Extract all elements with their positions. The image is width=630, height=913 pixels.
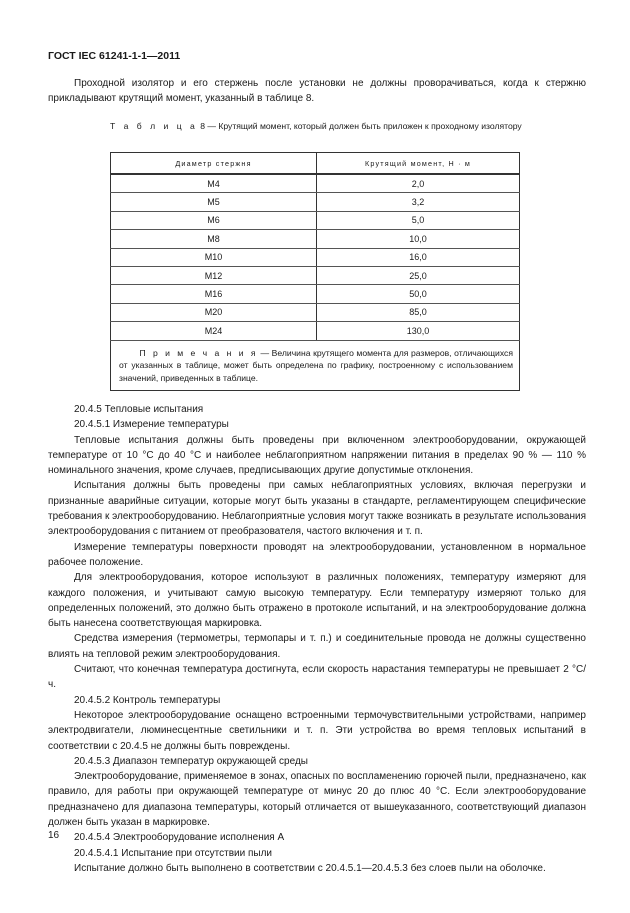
cell-diameter: М4 [111,174,317,193]
cell-torque: 25,0 [317,266,520,284]
table-note [111,340,520,391]
table-row [111,193,520,211]
paragraph: Испытания должны быть проведены при самых неблагоприятных условиях, включая перегрузки и признанные аварийные ситуации, которые могут быть указаны в стандарте, регламентирующем специфические требования к электрооборудованию. Неблагоприятные условия могут также возникать в результате использования электрооборудования с питанием от преобразователя, частого включения и т. п. [48,480,586,538]
cell-diameter: М10 [111,248,317,266]
paragraph: Средства измерения (термометры, термопары и т. п.) и соединительные провода не должны существенно влиять на тепловой режим электрооборудования. [48,633,586,660]
table-caption [110,120,522,133]
cell-torque: 50,0 [317,285,520,303]
cell-diameter: М24 [111,322,317,340]
cell-torque: 5,0 [317,211,520,229]
cell-torque: 10,0 [317,230,520,248]
section-heading: 20.4.5.3 Диапазон температур окружающей среды [74,755,308,767]
table-row [111,248,520,266]
page-number: 16 [48,830,60,841]
cell-diameter: М6 [111,211,317,229]
table-row [111,230,520,248]
cell-diameter: М5 [111,193,317,211]
section-heading: 20.4.5.2 Контроль температуры [74,694,221,706]
table-row [111,211,520,229]
cell-torque: 130,0 [317,322,520,340]
cell-torque: 2,0 [317,174,520,193]
paragraph: Электрооборудование, применяемое в зонах, опасных по воспламенению горючей пыли, предназначено, как правило, для работы при окружающей температуре от минус 20 до плюс 40 °С. Если электрооборудование предназначено для диапазона температуры, который отличается от вышеуказанного, соответствующий диапазон должен быть указан в маркировке. [48,771,586,829]
column-header-torque: Крутящий момент, Н · м [317,153,520,175]
note-text: — Величина крутящего момента для размеров, отличающихся от указанных в таблице, может быть определена по графику, построенному с использованием значений, приведенных в таблице. [119,347,513,383]
paragraph: Некоторое электрооборудование оснащено встроенными термочувствительными устройствами, например электродвигатели, люминесцентные светильники и т. п. Эти устройства во время тепловых испытаний в соответствии с 20.4.5 не должны быть повреждены. [48,709,586,752]
cell-torque: 3,2 [317,193,520,211]
paragraph: Считают, что конечная температура достигнута, если скорость нарастания температуры не превышает 2 °С/ч. [48,664,586,691]
section-heading: 20.4.5.4 Электрооборудование исполнения А [74,832,285,844]
cell-diameter: М20 [111,303,317,321]
table-row [111,303,520,321]
table-note-row [111,340,520,391]
table-caption-prefix: Т а б л и ц а [110,121,198,131]
torque-table [110,152,520,391]
table-row [111,266,520,284]
column-header-diameter: Диаметр стержня [111,153,317,175]
intro-paragraph: Проходной изолятор и его стержень после установки не должны проворачиваться, когда к стержню прикладывают крутящий момент, указанный в таблице 8. [48,78,586,105]
cell-diameter: М8 [111,230,317,248]
paragraph: Измерение температуры поверхности проводят на электрооборудовании, установленном в нормальное рабочее положение. [48,541,586,568]
table-row [111,322,520,340]
section-heading: 20.4.5 Тепловые испытания [74,404,204,415]
cell-diameter: М12 [111,266,317,284]
section-heading: 20.4.5.4.1 Испытание при отсутствии пыли [74,847,273,859]
cell-diameter: М16 [111,285,317,303]
table-row [111,285,520,303]
table-row [111,174,520,193]
document-header: ГОСТ IEC 61241-1-1—2011 [48,50,181,62]
paragraph: Тепловые испытания должны быть проведены при включенном электрооборудовании, окружающей температуре от 10 °С до 40 °С и наиболее неблагоприятном напряжении питания в пределах 90 % — 110 % номинального значения, кроме случаев, предписывающих другие допустимые отклонения. [48,434,586,477]
cell-torque: 16,0 [317,248,520,266]
section-heading: 20.4.5.1 Измерение температуры [74,419,229,431]
body-text [48,402,586,876]
paragraph: Для электрооборудования, которое используют в различных положениях, температуру измеряют для каждого положения, и учитывают самую высокую температуру. Если температуру измеряют только для определенных положений, это должно быть отражено в протоколе испытаний, и на электрооборудование должна быть нанесена соответствующая маркировка. [48,572,586,630]
note-prefix: П р и м е ч а н и я [139,347,258,358]
cell-torque: 85,0 [317,303,520,321]
paragraph: Испытание должно быть выполнено в соответствии с 20.4.5.1—20.4.5.3 без слоев пыли на оболочке. [74,862,546,874]
table-caption-text: 8 — Крутящий момент, который должен быть приложен к проходному изолятору [200,121,522,131]
